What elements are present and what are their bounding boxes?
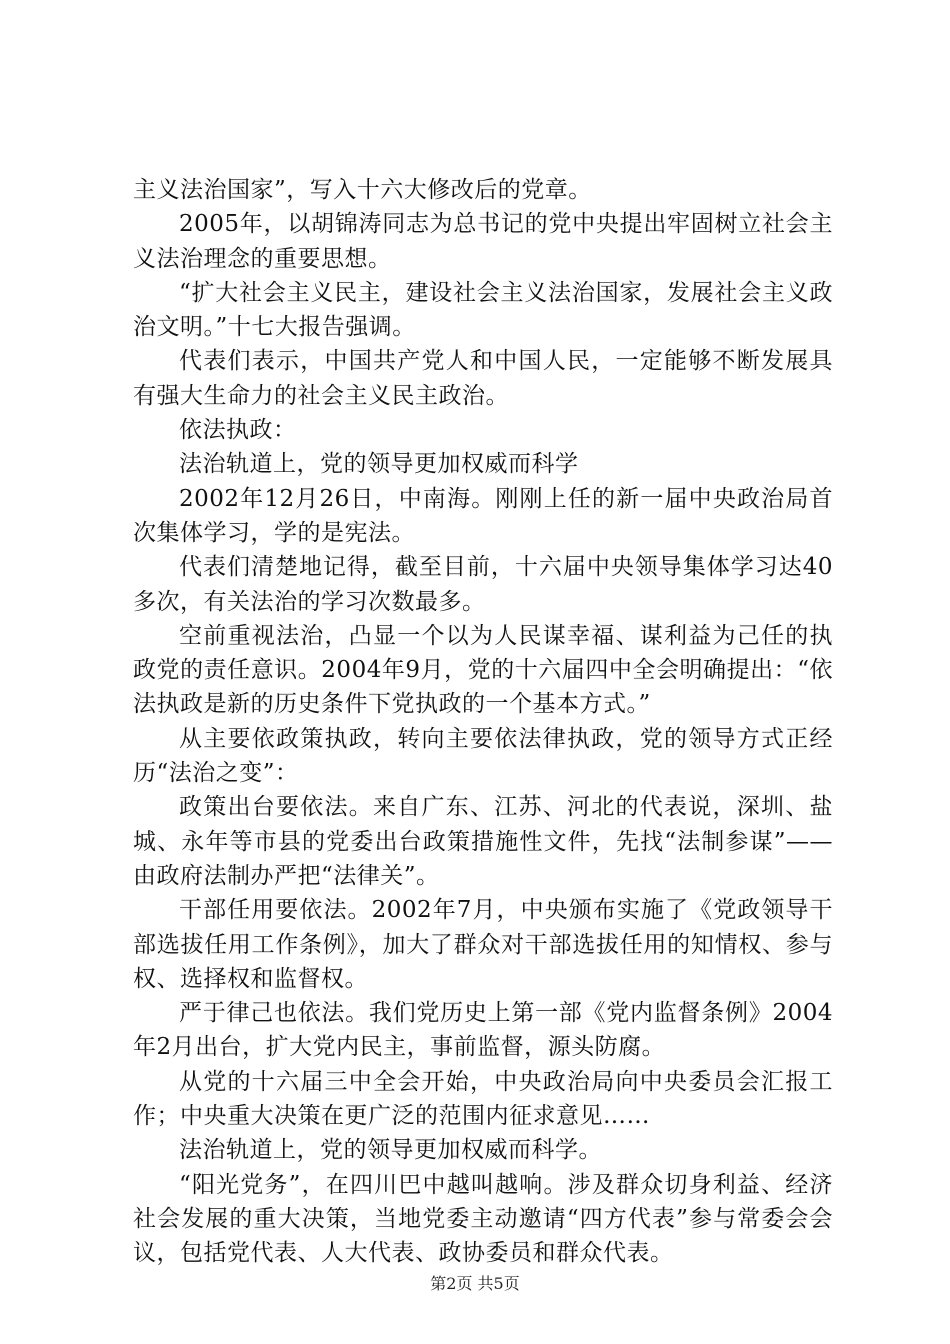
paragraph: 从党的十六届三中全会开始，中央政治局向中央委员会汇报工作；中央重大决策在更广泛的范围内征求意见…… <box>133 1068 833 1130</box>
paragraph: 严于律己也依法。我们党历史上第一部《党内监督条例》2004年2月出台，扩大党内民主，事前监督，源头防腐。 <box>133 1000 833 1061</box>
section-heading: 依法执政： <box>179 417 297 444</box>
paragraph: 2002年12月26日，中南海。刚刚上任的新一届中央政治局首次集体学习，学的是宪法。 <box>133 485 833 546</box>
section-subheading: 法治轨道上，党的领导更加权威而科学 <box>179 451 579 478</box>
paragraph: 代表们表示，中国共产党人和中国人民，一定能够不断发展具有强大生命力的社会主义民主政治。 <box>133 348 833 409</box>
paragraph: 法治轨道上，党的领导更加权威而科学。 <box>179 1137 602 1164</box>
paragraph: 从主要依政策执政，转向主要依法律执政，党的领导方式正经历“法治之变”： <box>133 725 833 787</box>
paragraph: 代表们清楚地记得，截至目前，十六届中央领导集体学习达40多次，有关法治的学习次数最多。 <box>133 554 833 615</box>
paragraph: 干部任用要依法。2002年7月，中央颁布实施了《党政领导干部选拔任用工作条例》，加大了群众对干部选拔任用的知情权、参与权、选择权和监督权。 <box>133 897 833 992</box>
document-body <box>133 173 833 1271</box>
paragraph: 主义法治国家”，写入十六大修改后的党章。 <box>133 177 592 203</box>
paragraph: 政策出台要依法。来自广东、江苏、河北的代表说，深圳、盐城、永年等市县的党委出台政策措施性文件，先找“法制参谋”——由政府法制办严把“法律关”。 <box>133 794 833 889</box>
paragraph: 2005年，以胡锦涛同志为总书记的党中央提出牢固树立社会主义法治理念的重要思想。 <box>133 211 833 272</box>
paragraph: “扩大社会主义民主，建设社会主义法治国家，发展社会主义政治文明。”十七大报告强调。 <box>133 279 833 341</box>
paragraph: 空前重视法治，凸显一个以为人民谋幸福、谋利益为己任的执政党的责任意识。2004年9月，党的十六届四中全会明确提出：“依法执政是新的历史条件下党执政的一个基本方式。” <box>133 622 833 718</box>
paragraph: “阳光党务”，在四川巴中越叫越响。涉及群众切身利益、经济社会发展的重大决策，当地党委主动邀请“四方代表”参与常委会会议，包括党代表、人大代表、政协委员和群众代表。 <box>133 1171 833 1267</box>
page-number-footer: 第2页 共5页 <box>430 1274 520 1293</box>
